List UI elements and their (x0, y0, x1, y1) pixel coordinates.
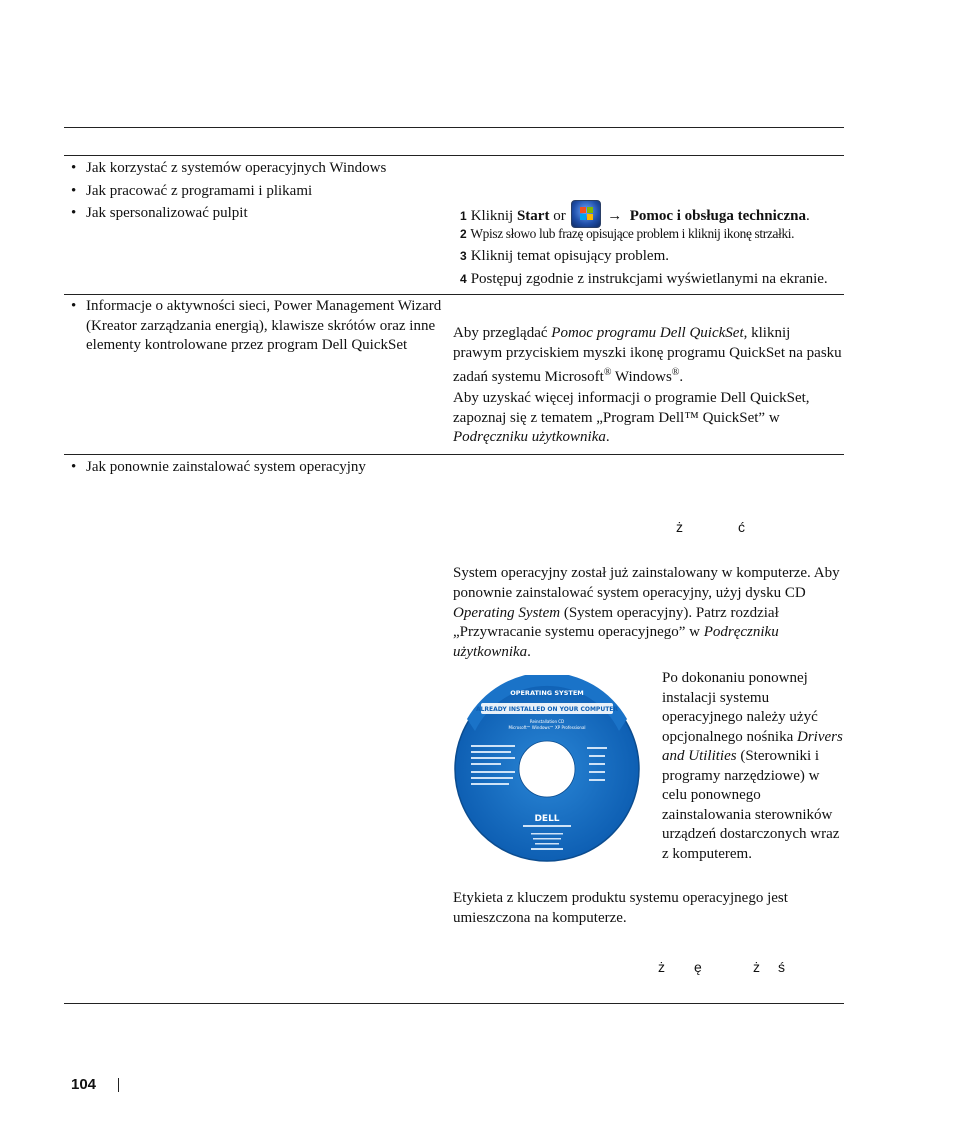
row2-bullet-list (64, 297, 449, 356)
footer-fragment: ś (778, 959, 785, 975)
svg-text:Reinstallation CD: Reinstallation CD (529, 719, 565, 724)
start-label: Start (516, 208, 550, 224)
operating-system-cd-image (453, 675, 641, 863)
footer-fragment: ę (694, 959, 702, 975)
list-item: • Jak ponownie zainstalować system operacyjny (71, 459, 366, 475)
cd-disc-icon (453, 675, 641, 863)
heading-fragment: ż (676, 519, 683, 535)
svg-text:DELL: DELL (534, 814, 560, 824)
reinstall-paragraph: System operacyjny został już zainstalowany w komputerze. Aby ponownie zainstalować system operacyjny, użyj dysku CD Operating System (System operacyjny). Patrz rozdział „Przywracanie systemu operacyjnego” w Podręczniku użytkownika. (453, 565, 840, 661)
step-2: 2 Wpisz słowo lub frazę opisujące problem i kliknij ikonę strzałki. (460, 226, 795, 241)
list-item: • Jak pracować z programami i plikami (71, 182, 313, 199)
row-divider-1 (64, 294, 844, 295)
footer-fragment: ż (753, 959, 760, 975)
product-key-paragraph: Etykieta z kluczem produktu systemu operacyjnego jest umieszczona na komputerze. (453, 890, 788, 926)
step-1: 1 Kliknij Start or → Pomoc i obsługa techniczna. (460, 200, 810, 228)
header-rule (64, 155, 844, 156)
row-divider-2 (64, 454, 844, 455)
step-4: 4 Postępuj zgodnie z instrukcjami wyświetlanymi na ekranie. (460, 271, 828, 287)
footer-fragment: ż (658, 959, 665, 975)
svg-text:Microsoft™ Windows™ XP Profess: Microsoft™ Windows™ XP Professional (508, 725, 586, 730)
list-item: • Informacje o aktywności sieci, Power Management Wizard (Kreator zarządzania energią), klawisze skrótów oraz inne elementy kontrolowane przez program Dell QuickSet (71, 298, 442, 353)
help-and-support-label: Pomoc i obsługa techniczna (629, 208, 806, 224)
drivers-utilities-paragraph: Po dokonaniu ponownej instalacji systemu operacyjnego należy użyć opcjonalnego nośnika Drivers and Utilities (Sterowniki i programy narzędziowe) w celu ponownego zainstalowania sterowników urządzeń dostarczonych wraz z komputerem. (662, 670, 843, 862)
page-number: 104 (71, 1076, 97, 1093)
list-item: • Jak korzystać z systemów operacyjnych Windows (71, 160, 387, 176)
quickset-help-paragraph: Aby przeglądać Pomoc programu Dell QuickSet, kliknij prawym przyciskiem myszki ikonę programu QuickSet na pasku zadań systemu Microsoft® Windows®. (453, 325, 842, 385)
arrow-symbol: → (607, 208, 623, 224)
step-3: 3 Kliknij temat opisujący problem. (460, 248, 669, 264)
row3-bullet-list (64, 456, 449, 479)
list-item: • Jak spersonalizować pulpit (71, 205, 248, 221)
bottom-rule (64, 1003, 844, 1004)
svg-text:OPERATING SYSTEM: OPERATING SYSTEM (510, 689, 584, 697)
folio-divider (118, 1078, 119, 1092)
top-rule (64, 127, 844, 128)
quickset-info-paragraph: Aby uzyskać więcej informacji o programie Dell QuickSet, zapoznaj się z tematem „Program Dell™ QuickSet” w Podręczniku użytkownika. (453, 390, 810, 445)
svg-text:ALREADY INSTALLED ON YOUR COMP: ALREADY INSTALLED ON YOUR COMPUTER (475, 706, 619, 713)
heading-fragment: ć (738, 519, 745, 535)
row1-bullet-list (64, 157, 449, 225)
